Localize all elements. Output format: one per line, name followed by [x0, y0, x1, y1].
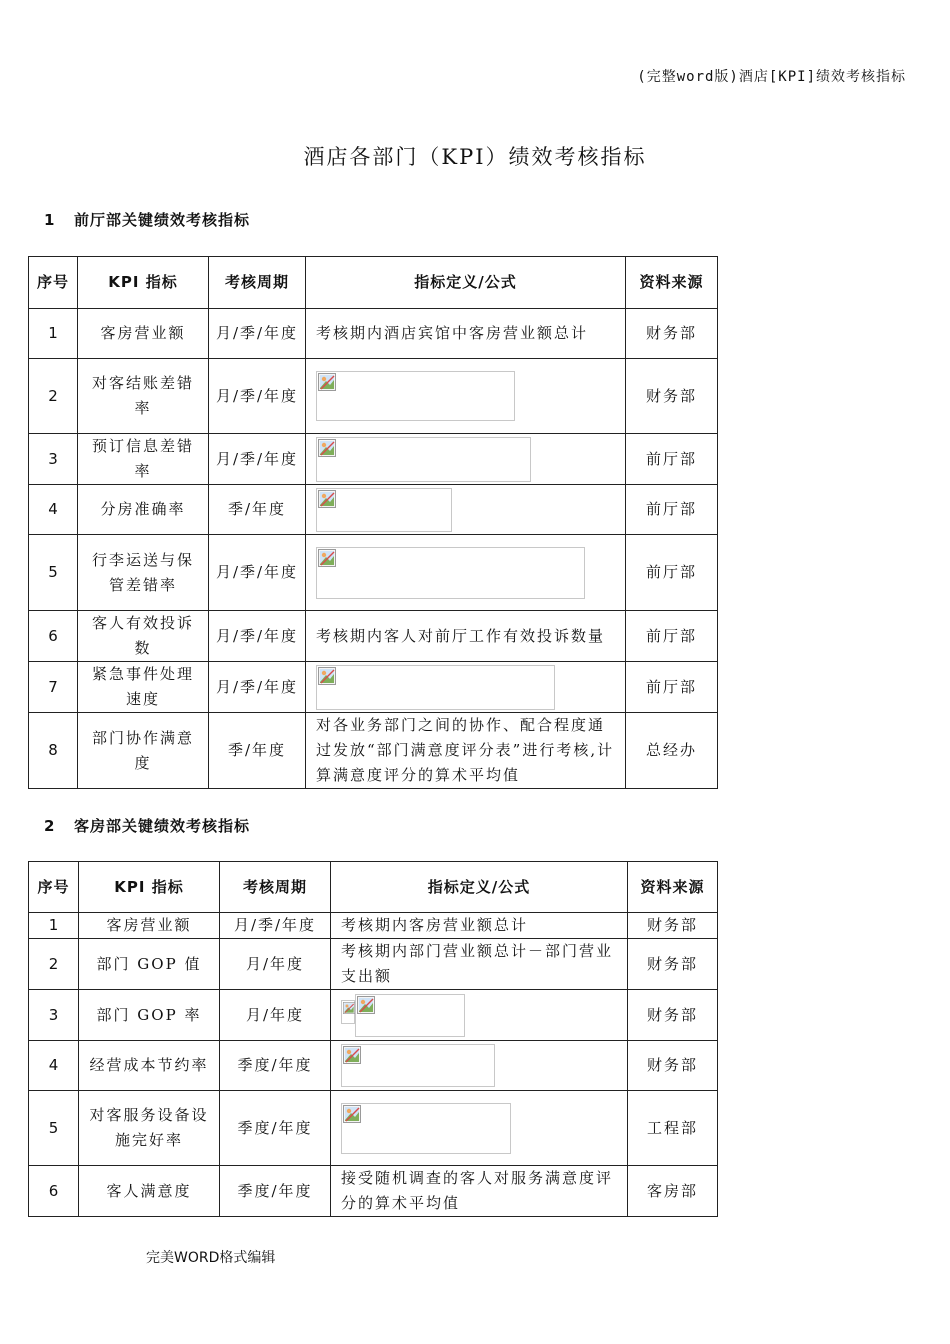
row-number: 3: [29, 990, 79, 1041]
data-source: 工程部: [628, 1091, 718, 1166]
formula-image-placeholder: [316, 665, 555, 710]
row-number: 5: [29, 535, 78, 611]
section-title: 前厅部关键绩效考核指标: [74, 211, 251, 229]
section-heading-housekeeping: [44, 815, 250, 836]
formula-image-placeholder: [341, 1044, 495, 1087]
review-period: 月/季/年度: [209, 359, 306, 434]
row-number: 8: [29, 713, 78, 789]
row-number: 4: [29, 485, 78, 535]
broken-image-icon: [343, 1002, 355, 1014]
row-number: 6: [29, 611, 78, 662]
data-source: 前厅部: [626, 485, 718, 535]
kpi-formula-cell: [306, 434, 626, 485]
row-number: 3: [29, 434, 78, 485]
document-title: 酒店各部门（KPI）绩效考核指标: [303, 145, 647, 169]
formula-image-placeholder: [341, 1103, 511, 1154]
kpi-name: 客房营业额: [79, 913, 220, 939]
table-header-row: [29, 257, 718, 309]
table-row: [29, 535, 718, 611]
formula-image-placeholder: [355, 994, 465, 1037]
kpi-formula-cell: [306, 535, 626, 611]
kpi-definition: 考核期内部门营业额总计－部门营业支出额: [331, 939, 628, 990]
column-header-definition: 指标定义/公式: [306, 257, 626, 309]
row-number: 5: [29, 1091, 79, 1166]
broken-image-icon: [318, 490, 336, 508]
kpi-formula-cell: [306, 359, 626, 434]
column-header-source: 资料来源: [626, 257, 718, 309]
formula-image-placeholder: [341, 1000, 355, 1024]
kpi-formula-cell: [331, 1091, 628, 1166]
table-row: [29, 990, 718, 1041]
kpi-formula-cell: [331, 990, 628, 1041]
section-title: 客房部关键绩效考核指标: [74, 817, 251, 835]
kpi-name: 客人有效投诉数: [78, 611, 209, 662]
table-row: [29, 939, 718, 990]
housekeeping-kpi-table: [28, 861, 718, 1217]
column-header-kpi: KPI 指标: [78, 257, 209, 309]
kpi-definition: 接受随机调查的客人对服务满意度评分的算术平均值: [331, 1166, 628, 1217]
row-number: 1: [29, 913, 79, 939]
review-period: 月/季/年度: [209, 535, 306, 611]
formula-image-placeholder: [316, 547, 585, 599]
kpi-definition: 考核期内客房营业额总计: [331, 913, 628, 939]
broken-image-icon: [318, 373, 336, 391]
kpi-name: 行李运送与保管差错率: [78, 535, 209, 611]
kpi-formula-cell: [306, 485, 626, 535]
review-period: 月/季/年度: [209, 662, 306, 713]
kpi-name: 客房营业额: [78, 309, 209, 359]
column-header-period: 考核周期: [220, 862, 331, 913]
kpi-name: 紧急事件处理速度: [78, 662, 209, 713]
kpi-name: 部门 GOP 值: [79, 939, 220, 990]
kpi-name: 预订信息差错率: [78, 434, 209, 485]
kpi-definition: 考核期内酒店宾馆中客房营业额总计: [306, 309, 626, 359]
review-period: 月/年度: [220, 939, 331, 990]
broken-image-icon: [357, 996, 375, 1014]
data-source: 财务部: [626, 309, 718, 359]
table-row: [29, 1091, 718, 1166]
data-source: 前厅部: [626, 535, 718, 611]
broken-image-icon: [343, 1105, 361, 1123]
review-period: 季/年度: [209, 485, 306, 535]
broken-image-icon: [318, 667, 336, 685]
row-number: 7: [29, 662, 78, 713]
review-period: 月/季/年度: [209, 309, 306, 359]
formula-image-group: [341, 994, 621, 1037]
kpi-name: 部门 GOP 率: [79, 990, 220, 1041]
column-header-no: 序号: [29, 862, 79, 913]
front-office-kpi-table: [28, 256, 718, 789]
column-header-source: 资料来源: [628, 862, 718, 913]
kpi-definition: 对各业务部门之间的协作、配合程度通过发放“部门满意度评分表”进行考核,计算满意度评分的算术平均值: [306, 713, 626, 789]
review-period: 月/季/年度: [220, 913, 331, 939]
review-period: 季/年度: [209, 713, 306, 789]
review-period: 季度/年度: [220, 1166, 331, 1217]
row-number: 4: [29, 1041, 79, 1091]
data-source: 财务部: [626, 359, 718, 434]
column-header-period: 考核周期: [209, 257, 306, 309]
kpi-name: 对客服务设备设施完好率: [79, 1091, 220, 1166]
formula-image-placeholder: [316, 437, 531, 482]
review-period: 季度/年度: [220, 1041, 331, 1091]
kpi-definition: 考核期内客人对前厅工作有效投诉数量: [306, 611, 626, 662]
table-row: [29, 1166, 718, 1217]
kpi-name: 部门协作满意度: [78, 713, 209, 789]
data-source: 财务部: [628, 913, 718, 939]
table-header-row: [29, 862, 718, 913]
kpi-formula-cell: [331, 1041, 628, 1091]
broken-image-icon: [318, 549, 336, 567]
kpi-name: 对客结账差错率: [78, 359, 209, 434]
data-source: 前厅部: [626, 434, 718, 485]
kpi-formula-cell: [306, 662, 626, 713]
column-header-kpi: KPI 指标: [79, 862, 220, 913]
table-row: [29, 485, 718, 535]
formula-image-placeholder: [316, 371, 515, 421]
row-number: 2: [29, 939, 79, 990]
data-source: 前厅部: [626, 611, 718, 662]
section-number: 2: [44, 817, 56, 835]
table-row: [29, 1041, 718, 1091]
table-row: [29, 359, 718, 434]
data-source: 前厅部: [626, 662, 718, 713]
page-footer: 完美WORD格式编辑: [146, 1250, 276, 1266]
table-row: [29, 713, 718, 789]
review-period: 季度/年度: [220, 1091, 331, 1166]
section-number: 1: [44, 211, 56, 229]
review-period: 月/季/年度: [209, 434, 306, 485]
kpi-name: 分房准确率: [78, 485, 209, 535]
formula-image-placeholder: [316, 488, 452, 532]
data-source: 财务部: [628, 1041, 718, 1091]
table-row: [29, 434, 718, 485]
row-number: 1: [29, 309, 78, 359]
data-source: 财务部: [628, 990, 718, 1041]
table-row: [29, 611, 718, 662]
section-heading-front-office: [44, 209, 250, 230]
kpi-name: 客人满意度: [79, 1166, 220, 1217]
broken-image-icon: [343, 1046, 361, 1064]
column-header-definition: 指标定义/公式: [331, 862, 628, 913]
row-number: 6: [29, 1166, 79, 1217]
data-source: 客房部: [628, 1166, 718, 1217]
data-source: 财务部: [628, 939, 718, 990]
review-period: 月/年度: [220, 990, 331, 1041]
table-row: [29, 662, 718, 713]
broken-image-icon: [318, 439, 336, 457]
column-header-no: 序号: [29, 257, 78, 309]
row-number: 2: [29, 359, 78, 434]
kpi-name: 经营成本节约率: [79, 1041, 220, 1091]
table-row: [29, 309, 718, 359]
page-header: (完整word版)酒店[KPI]绩效考核指标: [637, 69, 906, 85]
table-row: [29, 913, 718, 939]
data-source: 总经办: [626, 713, 718, 789]
review-period: 月/季/年度: [209, 611, 306, 662]
